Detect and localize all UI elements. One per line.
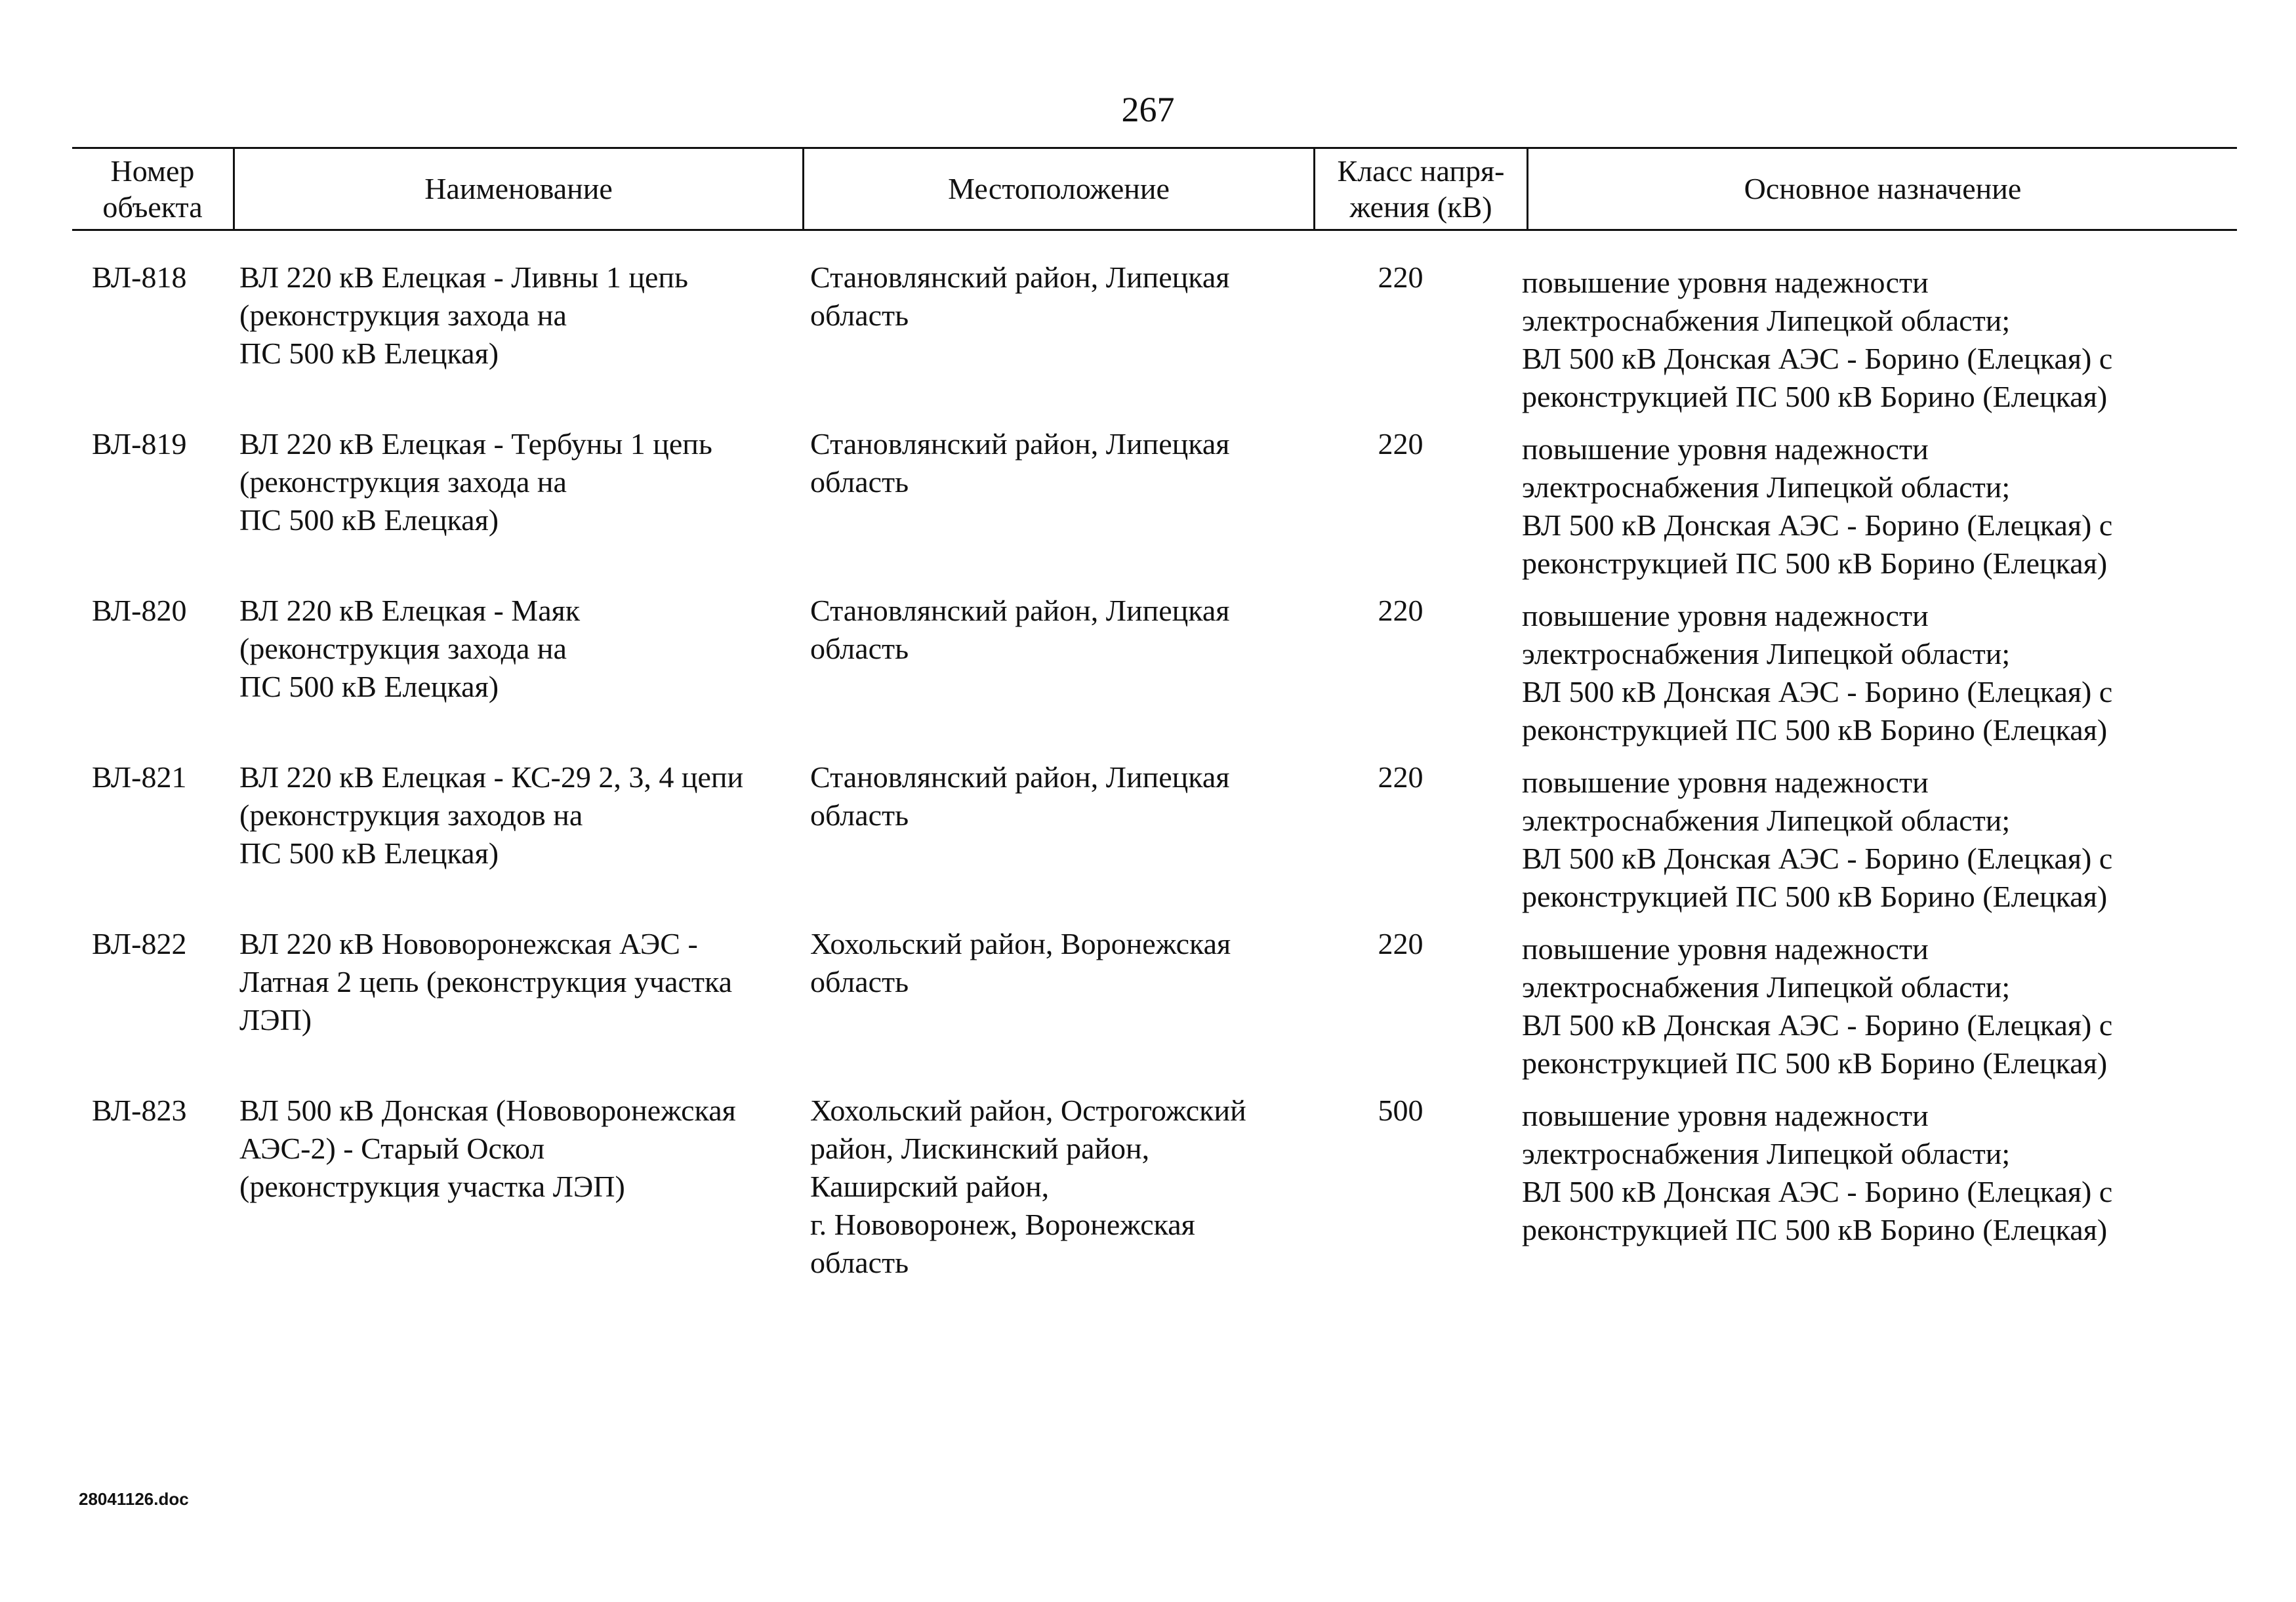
cell-location: Становлянский район, Липецкая область xyxy=(810,594,1230,665)
table-header xyxy=(72,147,2237,231)
table-body xyxy=(72,258,2237,1279)
cell-voltage: 220 xyxy=(1378,594,1424,627)
cell-purpose: повышение уровня надежности электроснабжения Липецкой области; ВЛ 500 кВ Донская АЭС - Борино (Елецкая) с реконструкцией ПС 500 кВ Борино (Елецкая) xyxy=(1522,266,2113,413)
cell-location: Хохольский район, Острогожский район, Лискинский район, Каширский район, г. Нововоронеж, Воронежская область xyxy=(810,1094,1246,1279)
document-filename: 28041126.doc xyxy=(79,1489,189,1509)
cell-number: ВЛ-819 xyxy=(92,427,187,461)
table-row xyxy=(72,758,2237,925)
header-name: Наименование xyxy=(424,172,613,206)
table-row xyxy=(72,1092,2237,1279)
cell-number: ВЛ-821 xyxy=(92,760,187,794)
cell-voltage: 220 xyxy=(1378,927,1424,960)
cell-number: ВЛ-823 xyxy=(92,1094,187,1127)
cell-purpose: повышение уровня надежности электроснабжения Липецкой области; ВЛ 500 кВ Донская АЭС - Борино (Елецкая) с реконструкцией ПС 500 кВ Борино (Елецкая) xyxy=(1522,432,2113,580)
table-row xyxy=(72,592,2237,758)
cell-voltage: 220 xyxy=(1378,427,1424,461)
cell-number: ВЛ-822 xyxy=(92,927,187,960)
cell-location: Становлянский район, Липецкая область xyxy=(810,760,1230,832)
cell-name: ВЛ 220 кВ Нововоронежская АЭС - Латная 2 цепь (реконструкция участка ЛЭП) xyxy=(239,927,733,1037)
cell-name: ВЛ 220 кВ Елецкая - Маяк (реконструкция захода на ПС 500 кВ Елецкая) xyxy=(239,594,581,703)
header-voltage: Класс напря- жения (кВ) xyxy=(1337,154,1505,224)
page-number: 267 xyxy=(1121,90,1175,129)
cell-purpose: повышение уровня надежности электроснабжения Липецкой области; ВЛ 500 кВ Донская АЭС - Борино (Елецкая) с реконструкцией ПС 500 кВ Борино (Елецкая) xyxy=(1522,932,2113,1080)
cell-name: ВЛ 220 кВ Елецкая - КС-29 2, 3, 4 цепи (реконструкция заходов на ПС 500 кВ Елецкая) xyxy=(239,760,744,870)
cell-purpose: повышение уровня надежности электроснабжения Липецкой области; ВЛ 500 кВ Донская АЭС - Борино (Елецкая) с реконструкцией ПС 500 кВ Борино (Елецкая) xyxy=(1522,599,2113,747)
table-row xyxy=(72,925,2237,1092)
cell-number: ВЛ-820 xyxy=(92,594,187,627)
header-purpose: Основное назначение xyxy=(1744,172,2022,206)
header-location: Местоположение xyxy=(948,172,1170,206)
cell-location: Хохольский район, Воронежская область xyxy=(810,927,1231,998)
cell-purpose: повышение уровня надежности электроснабжения Липецкой области; ВЛ 500 кВ Донская АЭС - Борино (Елецкая) с реконструкцией ПС 500 кВ Борино (Елецкая) xyxy=(1522,1099,2113,1246)
cell-name: ВЛ 500 кВ Донская (Нововоронежская АЭС-2) - Старый Оскол (реконструкция участка ЛЭП) xyxy=(239,1094,736,1203)
cell-number: ВЛ-818 xyxy=(92,260,187,294)
cell-name: ВЛ 220 кВ Елецкая - Тербуны 1 цепь (реконструкция захода на ПС 500 кВ Елецкая) xyxy=(239,427,712,537)
header-number: Номер объекта xyxy=(102,154,203,224)
cell-voltage: 220 xyxy=(1378,760,1424,794)
cell-voltage: 500 xyxy=(1378,1094,1424,1127)
table-row xyxy=(72,425,2237,592)
cell-purpose: повышение уровня надежности электроснабжения Липецкой области; ВЛ 500 кВ Донская АЭС - Борино (Елецкая) с реконструкцией ПС 500 кВ Борино (Елецкая) xyxy=(1522,766,2113,913)
cell-voltage: 220 xyxy=(1378,260,1424,294)
table-row xyxy=(72,258,2237,425)
cell-location: Становлянский район, Липецкая область xyxy=(810,260,1230,332)
cell-name: ВЛ 220 кВ Елецкая - Ливны 1 цепь (реконструкция захода на ПС 500 кВ Елецкая) xyxy=(239,260,688,370)
objects-table xyxy=(72,147,2237,1279)
cell-location: Становлянский район, Липецкая область xyxy=(810,427,1230,499)
